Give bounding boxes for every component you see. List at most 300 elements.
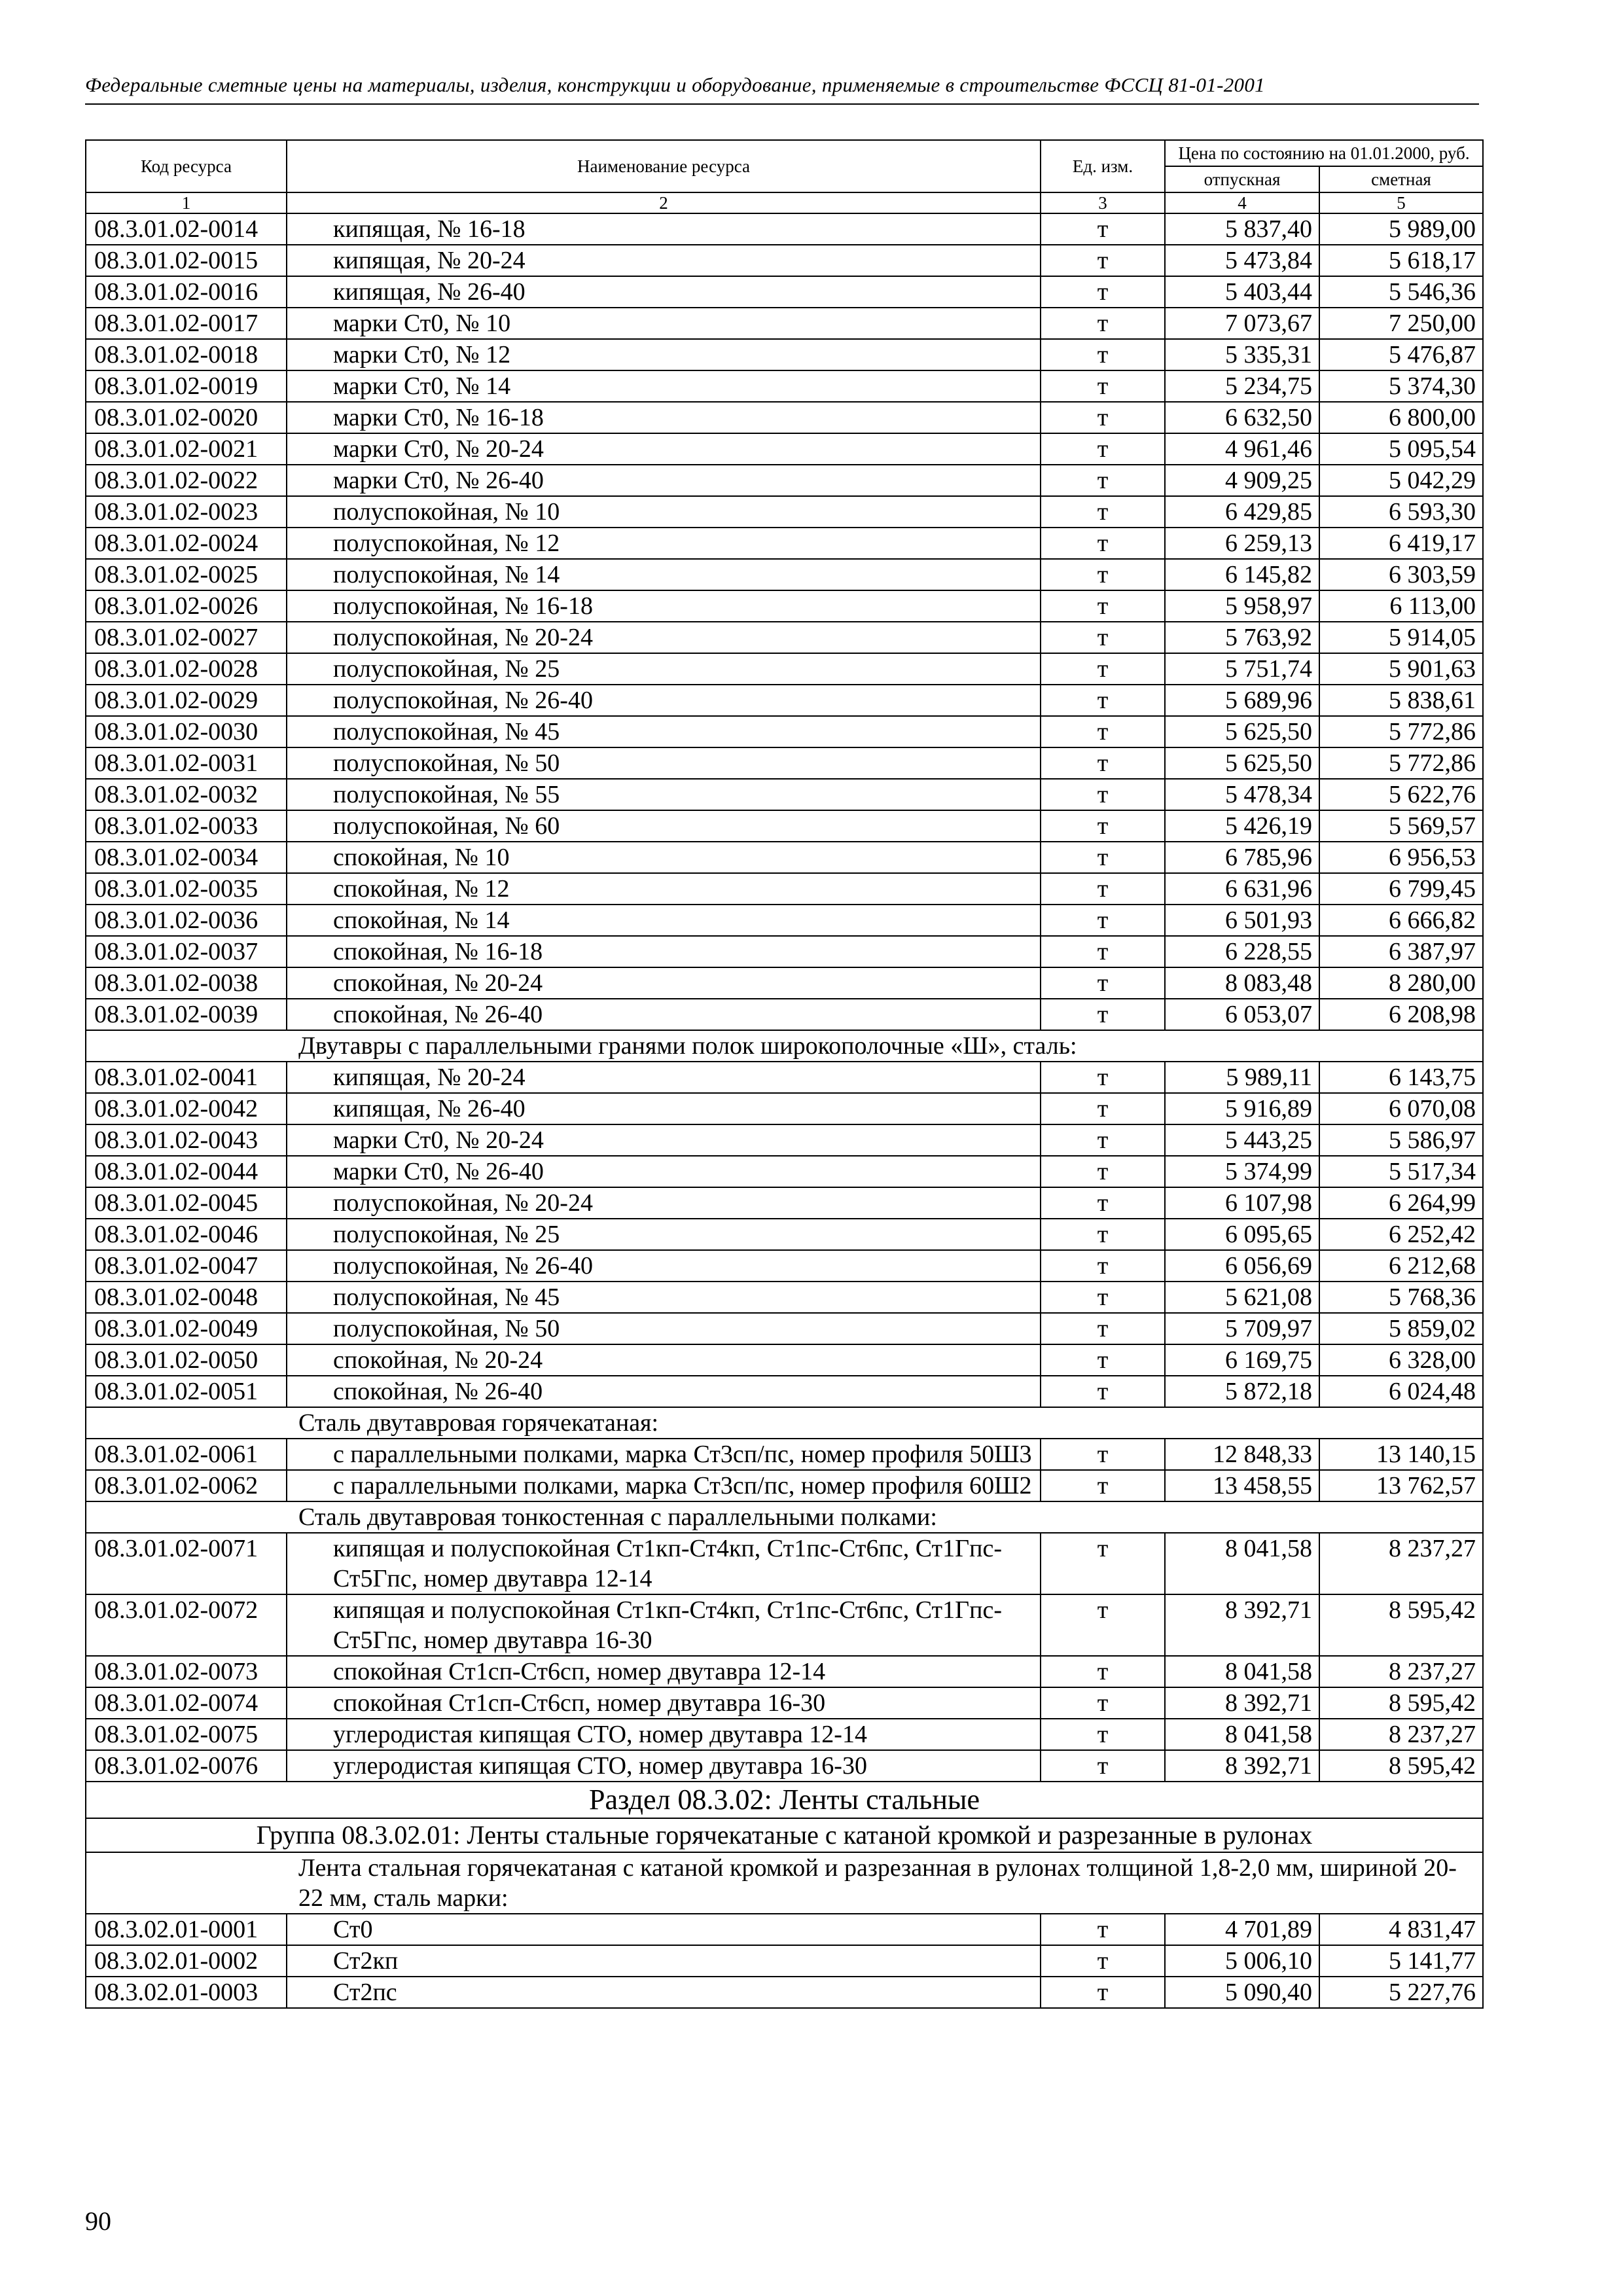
resource-name: полуспокойная, № 45 <box>287 1282 1041 1313</box>
unit: т <box>1041 622 1165 653</box>
release-price: 6 631,96 <box>1165 873 1319 905</box>
estimate-price: 8 595,42 <box>1319 1687 1483 1719</box>
resource-name: полуспокойная, № 14 <box>287 559 1041 590</box>
estimate-price: 5 772,86 <box>1319 716 1483 747</box>
resource-name: марки Ст0, № 20-24 <box>287 433 1041 465</box>
release-price: 5 763,92 <box>1165 622 1319 653</box>
table-row <box>86 1344 1483 1376</box>
table-row <box>86 1594 1483 1656</box>
estimate-price: 6 113,00 <box>1319 590 1483 622</box>
table-row <box>86 308 1483 339</box>
resource-code: 08.3.01.02-0022 <box>86 465 287 496</box>
estimate-price: 5 227,76 <box>1319 1977 1483 2008</box>
resource-code: 08.3.01.02-0014 <box>86 213 287 245</box>
resource-name: полуспокойная, № 26-40 <box>287 1250 1041 1282</box>
col-header-name: Наименование ресурса <box>287 140 1041 192</box>
price-table <box>85 139 1484 2009</box>
table-row <box>86 1656 1483 1687</box>
unit: т <box>1041 1533 1165 1594</box>
unit: т <box>1041 590 1165 622</box>
estimate-price: 6 024,48 <box>1319 1376 1483 1407</box>
resource-name: спокойная Ст1сп-Ст6сп, номер двутавра 16-30 <box>287 1687 1041 1719</box>
table-row <box>86 1250 1483 1282</box>
table-row <box>86 1124 1483 1156</box>
resource-code: 08.3.01.02-0047 <box>86 1250 287 1282</box>
release-price: 4 909,25 <box>1165 465 1319 496</box>
table-row <box>86 873 1483 905</box>
resource-name: марки Ст0, № 26-40 <box>287 465 1041 496</box>
resource-name: спокойная, № 26-40 <box>287 1376 1041 1407</box>
col-header-estimate: сметная <box>1319 166 1483 192</box>
table-row <box>86 1187 1483 1219</box>
resource-code: 08.3.01.02-0030 <box>86 716 287 747</box>
unit: т <box>1041 1719 1165 1750</box>
resource-code: 08.3.01.02-0021 <box>86 433 287 465</box>
resource-code: 08.3.01.02-0073 <box>86 1656 287 1687</box>
column-number: 1 <box>86 192 287 213</box>
group-title-row <box>86 1030 1483 1062</box>
empty-code-cell <box>86 1030 287 1062</box>
estimate-price: 5 517,34 <box>1319 1156 1483 1187</box>
estimate-price: 5 989,00 <box>1319 213 1483 245</box>
estimate-price: 6 666,82 <box>1319 905 1483 936</box>
col-header-release: отпускная <box>1165 166 1319 192</box>
unit: т <box>1041 1250 1165 1282</box>
unit: т <box>1041 1470 1165 1501</box>
resource-code: 08.3.01.02-0028 <box>86 653 287 685</box>
unit: т <box>1041 559 1165 590</box>
unit: т <box>1041 1977 1165 2008</box>
table-row <box>86 1470 1483 1501</box>
estimate-price: 6 143,75 <box>1319 1062 1483 1093</box>
resource-code: 08.3.01.02-0044 <box>86 1156 287 1187</box>
resource-code: 08.3.01.02-0020 <box>86 402 287 433</box>
release-price: 8 041,58 <box>1165 1656 1319 1687</box>
release-price: 6 169,75 <box>1165 1344 1319 1376</box>
resource-name: марки Ст0, № 10 <box>287 308 1041 339</box>
empty-code-cell <box>86 1852 287 1914</box>
release-price: 6 145,82 <box>1165 559 1319 590</box>
table-row <box>86 276 1483 308</box>
table-row <box>86 1313 1483 1344</box>
column-number: 4 <box>1165 192 1319 213</box>
resource-name: полуспокойная, № 20-24 <box>287 622 1041 653</box>
release-price: 5 989,11 <box>1165 1062 1319 1093</box>
resource-name: марки Ст0, № 12 <box>287 339 1041 370</box>
resource-code: 08.3.01.02-0048 <box>86 1282 287 1313</box>
resource-code: 08.3.01.02-0025 <box>86 559 287 590</box>
release-price: 5 916,89 <box>1165 1093 1319 1124</box>
group-title-row <box>86 1501 1483 1533</box>
table-row <box>86 716 1483 747</box>
resource-code: 08.3.01.02-0046 <box>86 1219 287 1250</box>
release-price: 5 621,08 <box>1165 1282 1319 1313</box>
table-row <box>86 1687 1483 1719</box>
resource-code: 08.3.01.02-0071 <box>86 1533 287 1594</box>
unit: т <box>1041 1656 1165 1687</box>
unit: т <box>1041 779 1165 810</box>
unit: т <box>1041 370 1165 402</box>
release-price: 8 392,71 <box>1165 1750 1319 1782</box>
resource-code: 08.3.02.01-0002 <box>86 1945 287 1977</box>
unit: т <box>1041 1376 1165 1407</box>
resource-name: кипящая, № 26-40 <box>287 1093 1041 1124</box>
group-heading: Группа 08.3.02.01: Ленты стальные горячекатаные с катаной кромкой и разрезанные в рулонах <box>86 1818 1483 1852</box>
unit: т <box>1041 1945 1165 1977</box>
release-price: 12 848,33 <box>1165 1439 1319 1470</box>
estimate-price: 8 237,27 <box>1319 1533 1483 1594</box>
resource-name: полуспокойная, № 10 <box>287 496 1041 528</box>
page-number: 90 <box>85 2206 111 2236</box>
resource-name: с параллельными полками, марка Ст3сп/пс, номер профиля 50Ш3 <box>287 1439 1041 1470</box>
release-price: 13 458,55 <box>1165 1470 1319 1501</box>
release-price: 5 090,40 <box>1165 1977 1319 2008</box>
release-price: 5 403,44 <box>1165 276 1319 308</box>
estimate-price: 6 303,59 <box>1319 559 1483 590</box>
resource-code: 08.3.01.02-0017 <box>86 308 287 339</box>
resource-code: 08.3.01.02-0051 <box>86 1376 287 1407</box>
resource-name: спокойная, № 16-18 <box>287 936 1041 967</box>
release-price: 5 478,34 <box>1165 779 1319 810</box>
unit: т <box>1041 1687 1165 1719</box>
resource-code: 08.3.01.02-0076 <box>86 1750 287 1782</box>
resource-name: спокойная Ст1сп-Ст6сп, номер двутавра 12-14 <box>287 1656 1041 1687</box>
resource-name: Ст0 <box>287 1914 1041 1945</box>
resource-name: полуспокойная, № 60 <box>287 810 1041 842</box>
unit: т <box>1041 1344 1165 1376</box>
resource-code: 08.3.01.02-0019 <box>86 370 287 402</box>
estimate-price: 5 141,77 <box>1319 1945 1483 1977</box>
estimate-price: 5 586,97 <box>1319 1124 1483 1156</box>
estimate-price: 5 374,30 <box>1319 370 1483 402</box>
resource-code: 08.3.01.02-0033 <box>86 810 287 842</box>
table-row <box>86 590 1483 622</box>
resource-code: 08.3.01.02-0049 <box>86 1313 287 1344</box>
resource-code: 08.3.01.02-0029 <box>86 685 287 716</box>
estimate-price: 5 569,57 <box>1319 810 1483 842</box>
resource-name: с параллельными полками, марка Ст3сп/пс, номер профиля 60Ш2 <box>287 1470 1041 1501</box>
estimate-price: 4 831,47 <box>1319 1914 1483 1945</box>
unit: т <box>1041 1439 1165 1470</box>
release-price: 5 872,18 <box>1165 1376 1319 1407</box>
release-price: 8 083,48 <box>1165 967 1319 999</box>
estimate-price: 8 237,27 <box>1319 1656 1483 1687</box>
estimate-price: 6 070,08 <box>1319 1093 1483 1124</box>
unit: т <box>1041 308 1165 339</box>
release-price: 8 041,58 <box>1165 1533 1319 1594</box>
resource-code: 08.3.02.01-0003 <box>86 1977 287 2008</box>
release-price: 6 785,96 <box>1165 842 1319 873</box>
table-row <box>86 339 1483 370</box>
release-price: 5 689,96 <box>1165 685 1319 716</box>
table-row <box>86 653 1483 685</box>
release-price: 5 709,97 <box>1165 1313 1319 1344</box>
unit: т <box>1041 1313 1165 1344</box>
release-price: 6 259,13 <box>1165 528 1319 559</box>
resource-name: спокойная, № 20-24 <box>287 967 1041 999</box>
resource-name: Ст2кп <box>287 1945 1041 1977</box>
resource-name: спокойная, № 14 <box>287 905 1041 936</box>
estimate-price: 6 956,53 <box>1319 842 1483 873</box>
release-price: 6 228,55 <box>1165 936 1319 967</box>
estimate-price: 7 250,00 <box>1319 308 1483 339</box>
release-price: 6 095,65 <box>1165 1219 1319 1250</box>
running-header: Федеральные сметные цены на материалы, изделия, конструкции и оборудование, применяемые в строительстве ФССЦ 81-01-2001 <box>85 73 1265 96</box>
resource-code: 08.3.01.02-0042 <box>86 1093 287 1124</box>
section-title: Раздел 08.3.02: Ленты стальные <box>86 1782 1483 1818</box>
resource-code: 08.3.01.02-0032 <box>86 779 287 810</box>
resource-name: полуспокойная, № 55 <box>287 779 1041 810</box>
unit: т <box>1041 528 1165 559</box>
table-row <box>86 905 1483 936</box>
estimate-price: 5 859,02 <box>1319 1313 1483 1344</box>
resource-code: 08.3.01.02-0041 <box>86 1062 287 1093</box>
estimate-price: 6 212,68 <box>1319 1250 1483 1282</box>
table-row <box>86 433 1483 465</box>
resource-code: 08.3.01.02-0038 <box>86 967 287 999</box>
resource-name: спокойная, № 12 <box>287 873 1041 905</box>
table-row <box>86 1945 1483 1977</box>
estimate-price: 6 799,45 <box>1319 873 1483 905</box>
estimate-price: 5 838,61 <box>1319 685 1483 716</box>
group-title: Сталь двутавровая горячекатаная: <box>287 1407 1483 1439</box>
table-row <box>86 245 1483 276</box>
release-price: 5 234,75 <box>1165 370 1319 402</box>
estimate-price: 5 546,36 <box>1319 276 1483 308</box>
unit: т <box>1041 1914 1165 1945</box>
group-title: Двутавры с параллельными гранями полок широкополочные «Ш», сталь: <box>287 1030 1483 1062</box>
estimate-price: 8 595,42 <box>1319 1750 1483 1782</box>
col-header-price: Цена по состоянию на 01.01.2000, руб. <box>1165 140 1483 166</box>
table-row <box>86 1219 1483 1250</box>
unit: т <box>1041 213 1165 245</box>
unit: т <box>1041 1219 1165 1250</box>
group-title: Сталь двутавровая тонкостенная с параллельными полками: <box>287 1501 1483 1533</box>
estimate-price: 6 593,30 <box>1319 496 1483 528</box>
column-number-row <box>86 192 1483 213</box>
estimate-price: 5 095,54 <box>1319 433 1483 465</box>
release-price: 6 107,98 <box>1165 1187 1319 1219</box>
resource-code: 08.3.01.02-0072 <box>86 1594 287 1656</box>
unit: т <box>1041 936 1165 967</box>
release-price: 5 426,19 <box>1165 810 1319 842</box>
estimate-price: 6 264,99 <box>1319 1187 1483 1219</box>
column-number: 2 <box>287 192 1041 213</box>
estimate-price: 6 800,00 <box>1319 402 1483 433</box>
col-header-code: Код ресурса <box>86 140 287 192</box>
table-row <box>86 936 1483 967</box>
release-price: 6 053,07 <box>1165 999 1319 1030</box>
resource-name: кипящая, № 26-40 <box>287 276 1041 308</box>
table-row <box>86 622 1483 653</box>
resource-code: 08.3.01.02-0024 <box>86 528 287 559</box>
table-row <box>86 842 1483 873</box>
release-price: 6 632,50 <box>1165 402 1319 433</box>
unit: т <box>1041 1062 1165 1093</box>
table-row <box>86 810 1483 842</box>
estimate-price: 6 208,98 <box>1319 999 1483 1030</box>
group-title-row <box>86 1407 1483 1439</box>
resource-code: 08.3.01.02-0026 <box>86 590 287 622</box>
resource-code: 08.3.01.02-0062 <box>86 1470 287 1501</box>
resource-name: кипящая и полуспокойная Ст1кп-Ст4кп, Ст1пс-Ст6пс, Ст1Гпс- Ст5Гпс, номер двутавра 16-30 <box>287 1594 1041 1656</box>
release-price: 4 961,46 <box>1165 433 1319 465</box>
group-title: Лента стальная горячекатаная с катаной кромкой и разрезанная в рулонах толщиной 1,8-2,0 мм, шириной 20-22 мм, сталь марки: <box>287 1852 1483 1914</box>
release-price: 6 429,85 <box>1165 496 1319 528</box>
unit: т <box>1041 842 1165 873</box>
unit: т <box>1041 496 1165 528</box>
release-price: 5 625,50 <box>1165 747 1319 779</box>
table-body <box>86 192 1483 2008</box>
unit: т <box>1041 276 1165 308</box>
resource-code: 08.3.01.02-0015 <box>86 245 287 276</box>
col-header-unit: Ед. изм. <box>1041 140 1165 192</box>
resource-name: кипящая, № 20-24 <box>287 245 1041 276</box>
resource-name: спокойная, № 26-40 <box>287 999 1041 1030</box>
section-title-row <box>86 1782 1483 1818</box>
table-row <box>86 213 1483 245</box>
release-price: 7 073,67 <box>1165 308 1319 339</box>
estimate-price: 6 387,97 <box>1319 936 1483 967</box>
estimate-price: 5 618,17 <box>1319 245 1483 276</box>
release-price: 8 392,71 <box>1165 1687 1319 1719</box>
estimate-price: 13 762,57 <box>1319 1470 1483 1501</box>
unit: т <box>1041 999 1165 1030</box>
unit: т <box>1041 339 1165 370</box>
unit: т <box>1041 1750 1165 1782</box>
unit: т <box>1041 433 1165 465</box>
unit: т <box>1041 402 1165 433</box>
table-row <box>86 685 1483 716</box>
empty-code-cell <box>86 1407 287 1439</box>
unit: т <box>1041 685 1165 716</box>
resource-name: марки Ст0, № 16-18 <box>287 402 1041 433</box>
unit: т <box>1041 873 1165 905</box>
resource-name: полуспокойная, № 25 <box>287 1219 1041 1250</box>
resource-code: 08.3.01.02-0035 <box>86 873 287 905</box>
resource-code: 08.3.01.02-0034 <box>86 842 287 873</box>
estimate-price: 8 280,00 <box>1319 967 1483 999</box>
resource-name: кипящая, № 20-24 <box>287 1062 1041 1093</box>
estimate-price: 13 140,15 <box>1319 1439 1483 1470</box>
table-row <box>86 1376 1483 1407</box>
table-row <box>86 779 1483 810</box>
table-row <box>86 1977 1483 2008</box>
release-price: 5 837,40 <box>1165 213 1319 245</box>
estimate-price: 6 328,00 <box>1319 1344 1483 1376</box>
unit: т <box>1041 747 1165 779</box>
release-price: 5 374,99 <box>1165 1156 1319 1187</box>
resource-name: полуспокойная, № 50 <box>287 747 1041 779</box>
release-price: 4 701,89 <box>1165 1914 1319 1945</box>
estimate-price: 5 622,76 <box>1319 779 1483 810</box>
estimate-price: 5 914,05 <box>1319 622 1483 653</box>
resource-name: кипящая, № 16-18 <box>287 213 1041 245</box>
resource-code: 08.3.01.02-0027 <box>86 622 287 653</box>
resource-name: полуспокойная, № 25 <box>287 653 1041 685</box>
resource-name: марки Ст0, № 20-24 <box>287 1124 1041 1156</box>
unit: т <box>1041 1124 1165 1156</box>
release-price: 5 473,84 <box>1165 245 1319 276</box>
resource-name: углеродистая кипящая СТО, номер двутавра 12-14 <box>287 1719 1041 1750</box>
unit: т <box>1041 1187 1165 1219</box>
estimate-price: 5 772,86 <box>1319 747 1483 779</box>
estimate-price: 6 419,17 <box>1319 528 1483 559</box>
table-row <box>86 528 1483 559</box>
release-price: 5 443,25 <box>1165 1124 1319 1156</box>
unit: т <box>1041 1594 1165 1656</box>
table-row <box>86 1093 1483 1124</box>
table-row <box>86 559 1483 590</box>
estimate-price: 6 252,42 <box>1319 1219 1483 1250</box>
group-title-row <box>86 1852 1483 1914</box>
resource-name: углеродистая кипящая СТО, номер двутавра 16-30 <box>287 1750 1041 1782</box>
estimate-price: 5 042,29 <box>1319 465 1483 496</box>
resource-code: 08.3.01.02-0031 <box>86 747 287 779</box>
resource-name: спокойная, № 20-24 <box>287 1344 1041 1376</box>
unit: т <box>1041 1156 1165 1187</box>
resource-name: марки Ст0, № 26-40 <box>287 1156 1041 1187</box>
resource-code: 08.3.01.02-0045 <box>86 1187 287 1219</box>
table-row <box>86 465 1483 496</box>
table-row <box>86 1533 1483 1594</box>
table-row <box>86 747 1483 779</box>
table-row <box>86 1439 1483 1470</box>
table-row <box>86 1282 1483 1313</box>
unit: т <box>1041 967 1165 999</box>
empty-code-cell <box>86 1501 287 1533</box>
resource-code: 08.3.01.02-0039 <box>86 999 287 1030</box>
table-row <box>86 1914 1483 1945</box>
table-row <box>86 1750 1483 1782</box>
unit: т <box>1041 1093 1165 1124</box>
resource-name: Ст2пс <box>287 1977 1041 2008</box>
header-rule <box>85 103 1479 105</box>
resource-code: 08.3.01.02-0061 <box>86 1439 287 1470</box>
unit: т <box>1041 653 1165 685</box>
resource-code: 08.3.01.02-0074 <box>86 1687 287 1719</box>
resource-name: кипящая и полуспокойная Ст1кп-Ст4кп, Ст1пс-Ст6пс, Ст1Гпс- Ст5Гпс, номер двутавра 12-14 <box>287 1533 1041 1594</box>
unit: т <box>1041 716 1165 747</box>
estimate-price: 5 768,36 <box>1319 1282 1483 1313</box>
estimate-price: 8 595,42 <box>1319 1594 1483 1656</box>
table-row <box>86 999 1483 1030</box>
resource-name: полуспокойная, № 20-24 <box>287 1187 1041 1219</box>
resource-name: спокойная, № 10 <box>287 842 1041 873</box>
resource-name: полуспокойная, № 50 <box>287 1313 1041 1344</box>
resource-name: полуспокойная, № 26-40 <box>287 685 1041 716</box>
resource-name: полуспокойная, № 45 <box>287 716 1041 747</box>
release-price: 5 625,50 <box>1165 716 1319 747</box>
unit: т <box>1041 465 1165 496</box>
resource-code: 08.3.02.01-0001 <box>86 1914 287 1945</box>
resource-code: 08.3.01.02-0050 <box>86 1344 287 1376</box>
release-price: 8 041,58 <box>1165 1719 1319 1750</box>
estimate-price: 8 237,27 <box>1319 1719 1483 1750</box>
column-number: 5 <box>1319 192 1483 213</box>
unit: т <box>1041 245 1165 276</box>
resource-code: 08.3.01.02-0023 <box>86 496 287 528</box>
release-price: 5 751,74 <box>1165 653 1319 685</box>
unit: т <box>1041 1282 1165 1313</box>
release-price: 5 006,10 <box>1165 1945 1319 1977</box>
group-heading-row <box>86 1818 1483 1852</box>
resource-code: 08.3.01.02-0018 <box>86 339 287 370</box>
resource-code: 08.3.01.02-0036 <box>86 905 287 936</box>
table-row <box>86 402 1483 433</box>
resource-code: 08.3.01.02-0043 <box>86 1124 287 1156</box>
table-row <box>86 967 1483 999</box>
